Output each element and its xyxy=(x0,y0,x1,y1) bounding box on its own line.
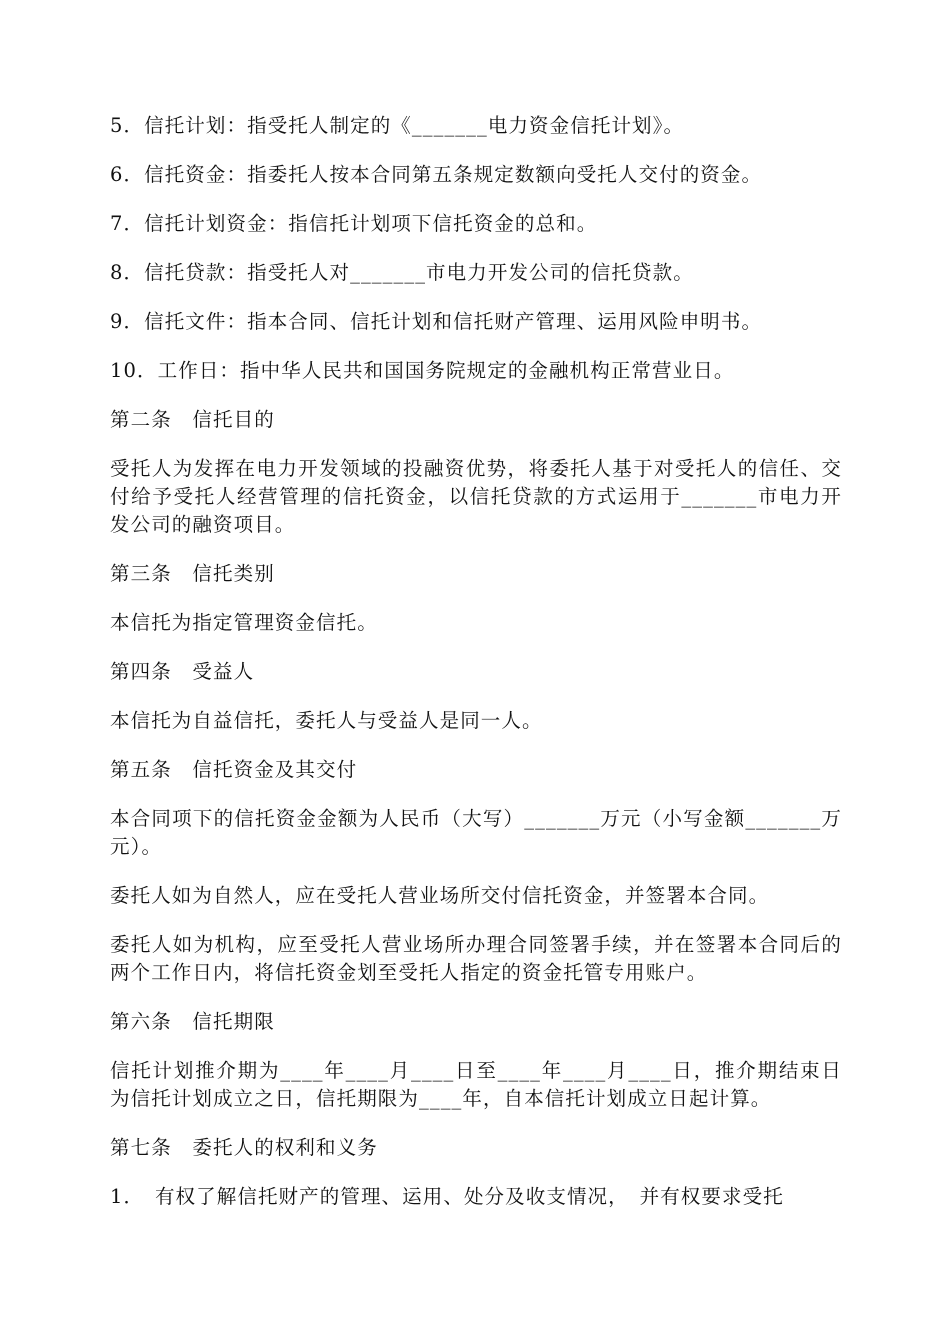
article-5-body-amount: 本合同项下的信托资金金额为人民币（大写）_______万元（小写金额_______万元）。 xyxy=(110,807,842,858)
article-2-heading: 第二条 信托目的 xyxy=(110,408,275,431)
clause-item-6: 6．信托资金：指委托人按本合同第五条规定数额向受托人交付的资金。 xyxy=(110,163,763,186)
clause-item-5: 5．信托计划：指受托人制定的《_______电力资金信托计划》。 xyxy=(110,114,685,137)
clause-item-9: 9．信托文件：指本合同、信托计划和信托财产管理、运用风险申明书。 xyxy=(110,310,763,333)
article-6-heading: 第六条 信托期限 xyxy=(110,1010,275,1033)
article-7-heading: 第七条 委托人的权利和义务 xyxy=(110,1136,378,1159)
article-3-body: 本信托为指定管理资金信托。 xyxy=(110,611,378,634)
article-6-body: 信托计划推介期为____年____月____日至____年____月____日，推介期结束日为信托计划成立之日，信托期限为____年，自本信托计划成立日起计算。 xyxy=(110,1059,842,1110)
clause-item-7: 7．信托计划资金：指信托计划项下信托资金的总和。 xyxy=(110,212,598,235)
article-7-item-1: 1． 有权了解信托财产的管理、运用、处分及收支情况， 并有权要求受托 xyxy=(110,1185,784,1208)
clause-item-10: 10．工作日：指中华人民共和国国务院规定的金融机构正常营业日。 xyxy=(110,359,735,382)
article-3-heading: 第三条 信托类别 xyxy=(110,562,275,585)
article-5-heading: 第五条 信托资金及其交付 xyxy=(110,758,358,781)
document-page xyxy=(110,112,842,1232)
article-2-body: 受托人为发挥在电力开发领域的投融资优势，将委托人基于对受托人的信任、交付给予受托人经营管理的信托资金，以信托贷款的方式运用于_______市电力开发公司的融资项目。 xyxy=(110,457,842,536)
article-5-body-individual: 委托人如为自然人，应在受托人营业场所交付信托资金，并签署本合同。 xyxy=(110,884,770,907)
article-4-body: 本信托为自益信托，委托人与受益人是同一人。 xyxy=(110,709,543,732)
clause-item-8: 8．信托贷款：指受托人对_______市电力开发公司的信托贷款。 xyxy=(110,261,694,284)
article-5-body-institution: 委托人如为机构，应至受托人营业场所办理合同签署手续，并在签署本合同后的两个工作日内，将信托资金划至受托人指定的资金托管专用账户。 xyxy=(110,933,842,984)
article-4-heading: 第四条 受益人 xyxy=(110,660,255,683)
